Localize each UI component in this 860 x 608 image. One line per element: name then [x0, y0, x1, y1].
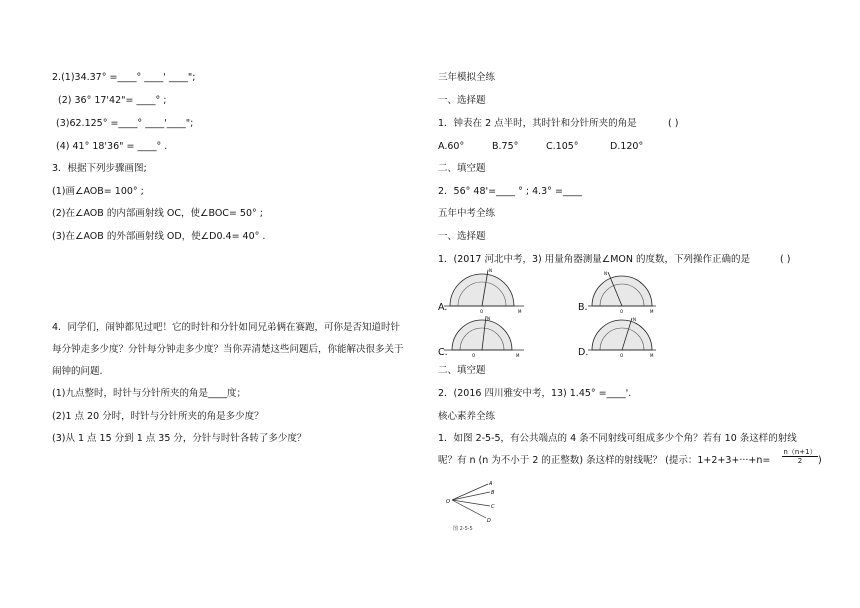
- prot-label-m: M: [650, 309, 654, 314]
- r3-option-c: C.: [438, 347, 448, 358]
- section-choice-1: 一、选择题: [438, 95, 486, 106]
- protractor-a-figure: [444, 266, 526, 314]
- protractor-d-figure: [588, 316, 658, 358]
- q2-part3: (3)62.125° =____° ____'____";: [56, 118, 194, 129]
- formula-numerator: n（n+1）: [783, 448, 817, 456]
- r-question-3-paren: ( ): [780, 254, 791, 265]
- prot-label-o: O: [480, 309, 484, 314]
- r-question-5-line2: 呢？有 n (n 为不小于 2 的正整数) 条这样的射线呢？ (提示：1+2+3+···+n=: [438, 455, 771, 466]
- r-question-2: 2．56° 48'=____ ° ; 4.3° =____: [438, 186, 582, 197]
- q4-part1: (1)九点整时，时针与分针所夹的角是____度；: [52, 388, 246, 399]
- prot-label-m: M: [650, 353, 654, 358]
- q3-step2: (2)在∠AOB 的内部画射线 OC，使∠BOC= 50° ;: [52, 208, 263, 219]
- fig-label-b: B: [491, 490, 495, 496]
- r3-option-a: A.: [438, 302, 448, 313]
- section-core: 核心素养全练: [438, 411, 496, 422]
- protractor-c-figure: [444, 314, 526, 358]
- fig-label-a: A: [489, 481, 493, 487]
- fig-label-d: D: [487, 518, 491, 524]
- protractor-b-figure: [588, 270, 658, 314]
- q3-title: 3．根据下列步骤画图;: [52, 163, 147, 174]
- section-fill-2: 二、填空题: [438, 365, 486, 376]
- prot-label-o: O: [620, 353, 624, 358]
- prot-label-n: N: [489, 268, 492, 273]
- prot-label-m: M: [518, 309, 522, 314]
- q2-part2: (2) 36° 17'42"= ____° ;: [58, 95, 167, 106]
- q4-part3: (3)从 1 点 15 分到 1 点 35 分，分针与时针各转了多少度？: [52, 433, 307, 444]
- r-question-1-paren: ( ): [668, 118, 679, 129]
- prot-label-m: M: [516, 353, 520, 358]
- r3-option-d: D.: [578, 347, 589, 358]
- section-three-year: 三年模拟全练: [438, 72, 496, 83]
- prot-label-n: N: [604, 271, 607, 276]
- prot-label-n: N: [633, 317, 636, 322]
- q4-line3: 闹钟的问题.: [52, 366, 103, 377]
- r1-option-a: A.60°: [438, 141, 465, 152]
- section-choice-2: 一、选择题: [438, 231, 486, 242]
- fig-label-o: O: [446, 499, 450, 505]
- formula-fraction: [782, 448, 818, 465]
- formula-denominator: 2: [797, 457, 803, 465]
- q3-step3: (3)在∠AOB 的外部画射线 OD，使∠D0.4= 40° .: [52, 231, 266, 242]
- q4-line1: 4．同学们，闹钟都见过吧！它的时针和分针如同兄弟俩在赛跑，可你是否知道时针: [52, 322, 401, 333]
- r3-option-b: B.: [578, 302, 588, 313]
- prot-label-n: N: [487, 316, 490, 321]
- q2-part4: (4) 41° 18'36" = ____° .: [56, 141, 168, 152]
- prot-label-o: O: [472, 353, 476, 358]
- prot-label-o: O: [620, 309, 624, 314]
- q3-step1: (1)画∠AOB= 100° ;: [52, 186, 144, 197]
- q4-line2: 每分钟走多少度？分针每分钟走多少度？当你弄清楚这些问题后，你能解决很多关于: [52, 344, 404, 355]
- figure-caption: 图 2-5-5: [453, 526, 473, 532]
- section-fill-1: 二、填空题: [438, 163, 486, 174]
- r1-option-b: B.75°: [492, 141, 519, 152]
- section-five-year: 五年中考全练: [438, 208, 496, 219]
- r-question-4: 2．(2016 四川雅安中考，13) 1.45° =____'.: [438, 388, 632, 399]
- r-question-5-end: ): [818, 455, 822, 466]
- r1-option-d: D.120°: [610, 141, 644, 152]
- r-question-1: 1．钟表在 2 点半时，其时针和分针所夹的角是: [438, 118, 637, 129]
- rays-figure: [446, 478, 506, 524]
- q2-part1: 2.(1)34.37° =____° ____' ____";: [52, 72, 196, 83]
- r-question-5-line1: 1．如图 2-5-5，有公共端点的 4 条不同射线可组成多少个角？若有 10 条这样的射线: [438, 433, 797, 444]
- r1-option-c: C.105°: [546, 141, 579, 152]
- q4-part2: (2)1 点 20 分时，时针与分针所夹的角是多少度？: [52, 411, 264, 422]
- fig-label-c: C: [491, 504, 495, 510]
- r-question-3: 1．(2017 河北中考，3) 用量角器测量∠MON 的度数，下列操作正确的是: [438, 254, 751, 265]
